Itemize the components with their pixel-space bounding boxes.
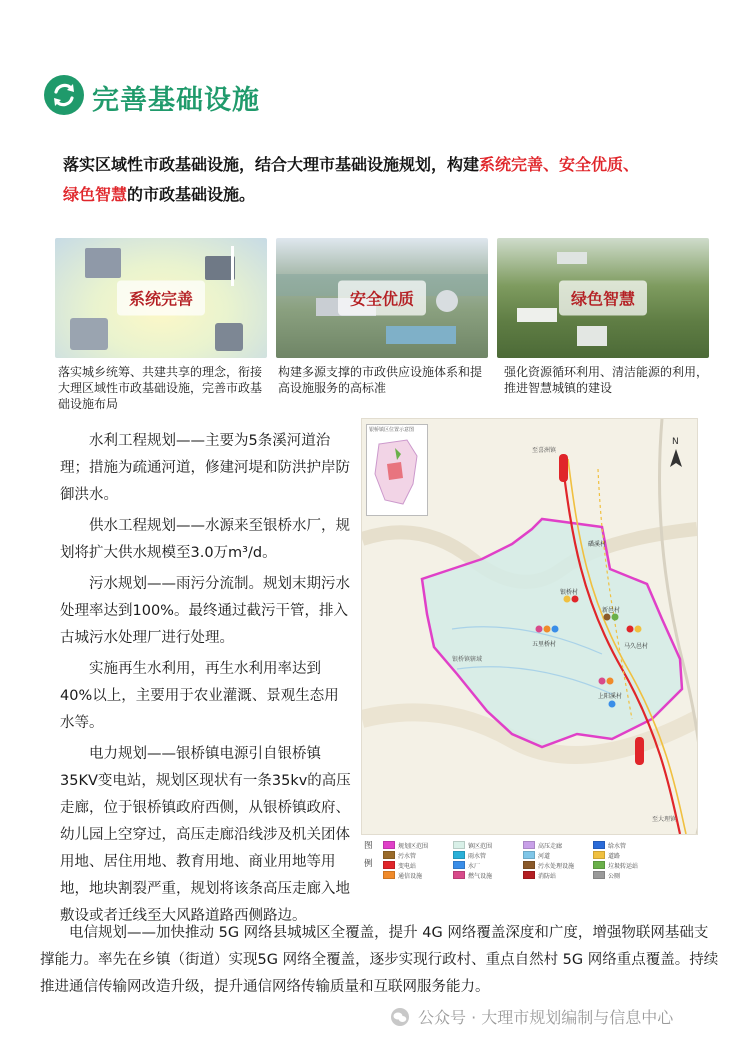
card-green-label: 绿色智慧: [559, 281, 647, 316]
legend-swatch: [453, 851, 465, 859]
legend-swatch: [523, 871, 535, 879]
map-legend: [361, 835, 696, 887]
legend-item: [523, 841, 593, 849]
card-safety-caption: 构建多源支撑的市政供应设施体系和提高设施服务的高标准: [278, 365, 483, 395]
sewage-paragraph: 污水规划——雨污分流制。规划末期污水处理率达到100%。最终通过截污干管，排入古城污水处理厂进行处理。: [60, 576, 350, 646]
legend-label: 污水管: [398, 852, 417, 859]
inset-shape: [367, 434, 425, 512]
legend-label: 变电站: [398, 862, 417, 869]
legend-label: 高压走廊: [538, 842, 563, 849]
village-label: 马久邑村: [624, 643, 649, 650]
power-paragraph: 电力规划——银桥镇电源引自银桥镇35KV变电站，规划区现状有一条35kv的高压走廊，位于银桥镇政府西侧，从银桥镇政府、幼儿园上空穿过，高压走廊沿线涉及机关团体用地、居住用地、教育用地、商业用地等用地，地块割裂严重，规划将该条高压走廊入地敷设或者迁线至大风路道路西侧路边。: [60, 746, 351, 924]
legend-swatch: [453, 871, 465, 879]
legend-item: [453, 841, 523, 849]
card-safety-image: [276, 238, 488, 358]
legend-label: 雨水管: [468, 852, 487, 859]
legend-swatch: [383, 871, 395, 879]
intro-part1: 落实区域性市政基础设施，结合大理市基础设施规划，构建: [63, 155, 480, 174]
intro-highlight-1: 系统完善、安全优质、: [479, 155, 640, 174]
building-illustration: [70, 318, 108, 350]
village-label: 磻溪村: [588, 541, 607, 548]
legend-swatch: [453, 861, 465, 869]
legend-item: [523, 851, 593, 859]
infrastructure-paragraphs: [60, 428, 352, 934]
legend-swatch: [523, 841, 535, 849]
village-label: 新邑村: [602, 607, 621, 614]
telecom-text: 电信规划——加快推动 5G 网络县城城区全覆盖，提升 4G 网络覆盖深度和广度，增强物联网基础支撑能力。率先在乡镇（街道）实现5G 网络全覆盖，逐步实现行政村、重点自然村 5G 网络重点覆盖。持续推进通信传输网改造升级，提升通信网络传输质量和互联网服务能力。: [40, 925, 719, 995]
legend-label: 河道: [538, 852, 551, 859]
wind-turbine-illustration: [231, 246, 234, 286]
legend-label: 燃气设施: [468, 872, 493, 879]
legend-label: 给水管: [608, 842, 627, 849]
legend-item: [593, 841, 663, 849]
legend-label: 消防站: [538, 872, 557, 879]
card-system-image: [55, 238, 267, 358]
legend-swatch: [383, 851, 395, 859]
legend-swatch: [593, 861, 605, 869]
legend-item: [383, 861, 453, 869]
intro-part2: 的市政基础设施。: [127, 185, 256, 204]
legend-title: 图例: [364, 841, 373, 869]
intro-statement: [63, 150, 723, 210]
card-green-caption: 强化资源循环利用、清洁能源的利用，推进智慧城镇的建设: [504, 365, 709, 395]
water-conservancy-paragraph: 水利工程规划——主要为5条溪河道治理；措施为疏通河道，修建河堤和防洪护岸防御洪水。: [60, 433, 350, 503]
watermark-text: 公众号 · 大理市规划编制与信息中心: [418, 1008, 674, 1027]
cooling-tower-illustration: [215, 323, 243, 351]
place-label-top: 至喜洲镇: [532, 447, 557, 454]
village-label: 上阳溪村: [598, 693, 623, 700]
card-green-image: [497, 238, 709, 358]
legend-item: [593, 851, 663, 859]
facility-illustration: [517, 308, 557, 322]
legend-item: [453, 861, 523, 869]
recycle-arrows-icon: [44, 75, 84, 115]
legend-label: 公厕: [608, 872, 621, 879]
roof-illustration: [557, 252, 587, 264]
card-system-label: 系统完善: [117, 281, 205, 316]
legend-swatch: [383, 841, 395, 849]
legend-swatch: [523, 851, 535, 859]
legend-item: [383, 841, 453, 849]
water-supply-paragraph: 供水工程规划——水源来至银桥水厂，规划将扩大供水规模至3.0万m³/d。: [60, 518, 350, 561]
inset-title: 银桥镇区位置示意图: [369, 427, 415, 433]
legend-label: 污水处理设施: [538, 862, 575, 869]
legend-item: [383, 851, 453, 859]
card-system-caption: 落实城乡统筹、共建共享的理念，衔接大理区域性市政基础设施，完善市政基础设施布局: [58, 365, 263, 411]
watermark: [390, 1005, 673, 1028]
area-label: 银桥镇辖域: [452, 656, 483, 663]
legend-swatch: [383, 861, 395, 869]
location-inset-map: [366, 424, 428, 516]
highway-marker: [559, 454, 568, 482]
intro-highlight-2: 绿色智慧: [63, 185, 128, 204]
legend-swatch: [523, 861, 535, 869]
tank-illustration: [436, 290, 458, 312]
legend-swatch: [593, 871, 605, 879]
page-title: 完善基础设施: [92, 85, 260, 116]
place-label-bottom: 至大理镇: [652, 816, 677, 823]
legend-label: 水厂: [468, 862, 481, 869]
village-label: 五里桥村: [532, 641, 557, 648]
legend-grid: [383, 841, 663, 879]
north-label: N: [672, 437, 679, 447]
legend-label: 通信设施: [398, 872, 423, 879]
legend-label: 镇区范围: [468, 842, 493, 849]
highway-marker: [635, 737, 644, 765]
legend-label: 垃圾转运站: [608, 862, 639, 869]
legend-item: [523, 871, 593, 879]
legend-item: [523, 861, 593, 869]
legend-item: [383, 871, 453, 879]
reclaimed-water-paragraph: 实施再生水利用，再生水利用率达到40%以上，主要用于农业灌溉、景观生态用水等。: [60, 661, 339, 731]
legend-item: [593, 871, 663, 879]
legend-swatch: [453, 841, 465, 849]
legend-item: [593, 861, 663, 869]
wechat-icon: [390, 1007, 410, 1027]
factory-illustration: [85, 248, 121, 278]
legend-item: [453, 851, 523, 859]
legend-swatch: [593, 851, 605, 859]
village-label: 银桥村: [560, 589, 579, 596]
building-illustration: [577, 326, 607, 346]
legend-label: 规划区范围: [398, 842, 429, 849]
telecom-paragraph: [40, 920, 720, 1001]
legend-label: 道路: [608, 852, 621, 859]
pool-illustration: [386, 326, 456, 344]
legend-swatch: [593, 841, 605, 849]
legend-item: [453, 871, 523, 879]
card-safety-label: 安全优质: [338, 281, 426, 316]
